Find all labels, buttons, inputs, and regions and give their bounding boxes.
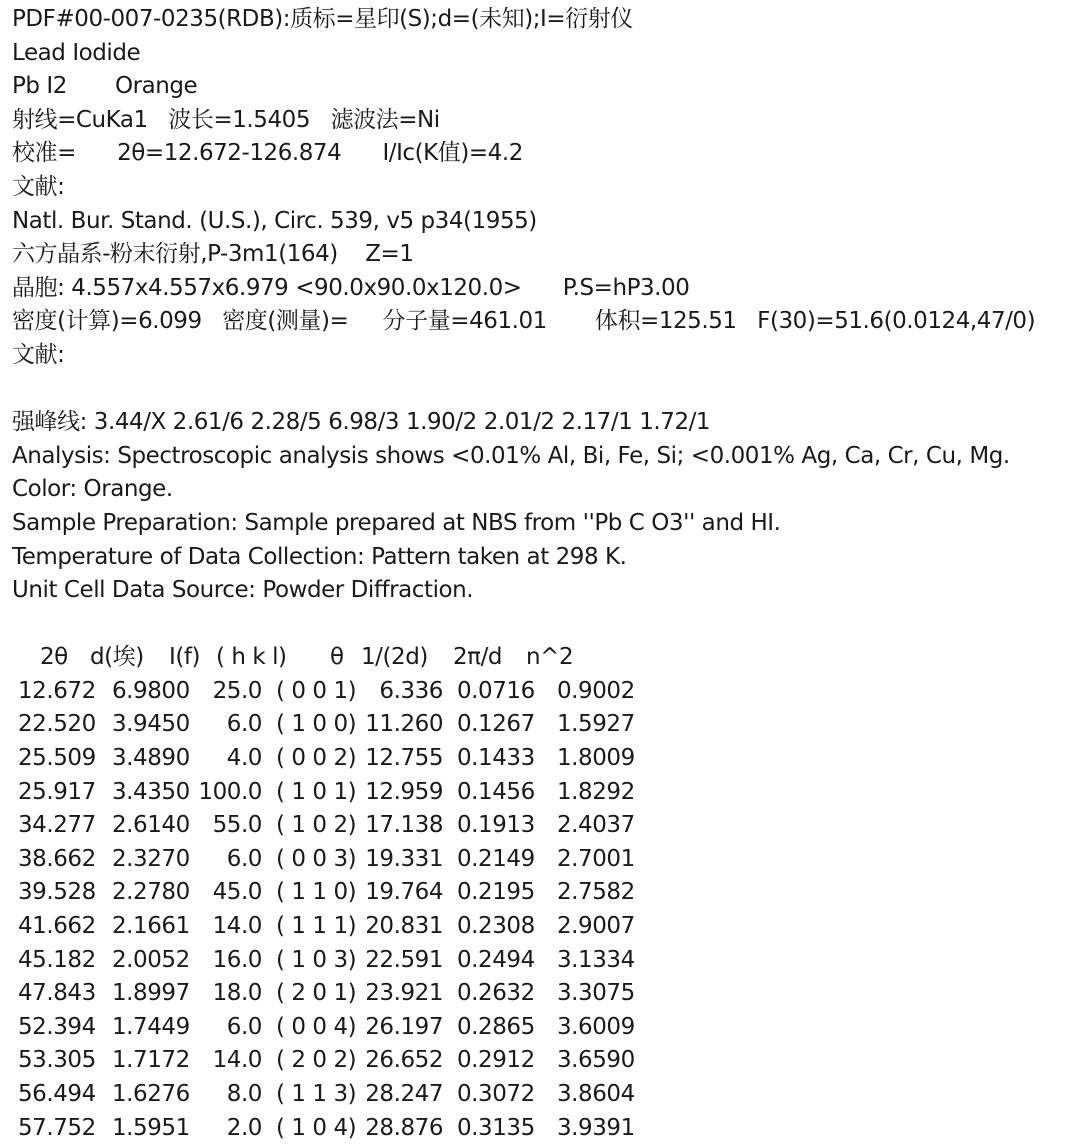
cell-2theta: 38.662 (18, 845, 96, 872)
table-row (12, 1011, 1080, 1045)
compound-name: Lead Iodide (12, 39, 141, 66)
cell-theta: 11.260 (365, 711, 443, 738)
cell-2theta: 45.182 (18, 946, 96, 973)
radiation-line: 射线=CuKa1 波长=1.5405 滤波法=Ni (12, 106, 440, 133)
col-header-2theta: 2θ (40, 644, 68, 671)
cell-2theta: 25.917 (18, 778, 96, 805)
cell-2pi-d: 3.1334 (557, 946, 635, 973)
table-row (12, 1044, 1080, 1078)
analysis-note: Analysis: Spectroscopic analysis shows <0.01% Al, Bi, Fe, Si; <0.001% Ag, Ca, Cr, Cu, Mg. (12, 442, 1010, 469)
col-header-intensity: I(f) (169, 644, 201, 671)
table-row (12, 944, 1080, 978)
cell-inv2d: 0.3072 (457, 1081, 535, 1107)
table-row (12, 809, 1080, 843)
cell-2pi-d: 1.8292 (557, 778, 635, 805)
calibration-line: 校准= 2θ=12.672-126.874 I/Ic(K值)=4.2 (12, 140, 523, 167)
cell-2theta: 41.662 (18, 913, 96, 940)
cell-2pi-d: 2.7001 (557, 845, 635, 872)
cell-theta: 28.247 (365, 1081, 443, 1107)
cell-d: 1.7449 (112, 1013, 190, 1040)
diffraction-peak-table (12, 641, 1080, 1145)
cell-d: 1.5951 (112, 1114, 190, 1141)
cell-intensity: 8.0 (226, 1081, 262, 1107)
cell-d: 2.1661 (112, 913, 190, 940)
cell-2pi-d: 3.9391 (557, 1114, 635, 1141)
col-header-n2: n^2 (526, 644, 574, 671)
cell-d: 2.2780 (112, 879, 190, 906)
cell-2theta: 52.394 (18, 1013, 96, 1040)
cell-d: 6.9800 (112, 677, 190, 704)
cell-intensity: 18.0 (212, 980, 262, 1007)
cell-d: 3.4890 (112, 745, 190, 772)
cell-inv2d: 0.2865 (457, 1013, 535, 1040)
cell-hkl: ( 1 0 0) (276, 711, 357, 738)
cell-hkl: ( 0 0 2) (276, 745, 357, 772)
cell-hkl: ( 0 0 1) (276, 677, 357, 704)
blank-line (12, 373, 1080, 407)
cell-2theta: 56.494 (18, 1081, 96, 1107)
table-row (12, 1078, 1080, 1112)
reference-label-2: 文献: (12, 341, 65, 368)
cell-inv2d: 0.2912 (457, 1047, 535, 1074)
cell-inv2d: 0.3135 (457, 1114, 535, 1141)
cell-2theta: 53.305 (18, 1047, 96, 1074)
cell-hkl: ( 0 0 3) (276, 845, 357, 872)
cell-intensity: 14.0 (212, 913, 262, 940)
cell-hkl: ( 1 1 1) (276, 913, 357, 940)
cell-theta: 22.591 (365, 946, 443, 973)
cell-theta: 17.138 (365, 812, 443, 839)
cell-hkl: ( 2 0 2) (276, 1047, 357, 1074)
cell-d: 1.6276 (112, 1081, 190, 1107)
cell-intensity: 6.0 (226, 711, 262, 738)
cell-d: 3.9450 (112, 711, 190, 738)
cell-inv2d: 0.1267 (457, 711, 535, 738)
cell-2theta: 47.843 (18, 980, 96, 1007)
cell-intensity: 6.0 (226, 845, 262, 872)
cell-intensity: 55.0 (212, 812, 262, 839)
cell-2pi-d: 3.8604 (557, 1081, 635, 1107)
table-header-row (12, 641, 1080, 675)
table-row (12, 675, 1080, 709)
cell-theta: 23.921 (365, 980, 443, 1007)
cell-2theta: 34.277 (18, 812, 96, 839)
cell-intensity: 14.0 (212, 1047, 262, 1074)
col-header-2pi-d: 2π/d (453, 644, 503, 671)
cell-2theta: 12.672 (18, 677, 96, 704)
cell-inv2d: 0.2632 (457, 980, 535, 1007)
density-line: 密度(计算)=6.099 密度(测量)= 分子量=461.01 体积=125.51 F(30)=51.6(0.0124,47/0) (12, 308, 1036, 335)
reference-label: 文献: (12, 173, 65, 200)
table-row (12, 742, 1080, 776)
blank-line (12, 608, 1080, 642)
table-row (12, 1112, 1080, 1145)
cell-intensity: 16.0 (212, 946, 262, 973)
cell-intensity: 25.0 (212, 677, 262, 704)
table-row (12, 708, 1080, 742)
cell-2theta: 57.752 (18, 1114, 96, 1141)
table-row (12, 776, 1080, 810)
cell-intensity: 100.0 (198, 778, 262, 805)
cell-theta: 26.652 (365, 1047, 443, 1074)
cell-hkl: ( 1 0 2) (276, 812, 357, 839)
unit-cell-line: 晶胞: 4.557x4.557x6.979 <90.0x90.0x120.0> P.S=hP3.00 (12, 274, 690, 301)
table-row (12, 910, 1080, 944)
cell-2pi-d: 2.9007 (557, 913, 635, 940)
col-header-theta: θ (330, 644, 344, 671)
cell-intensity: 4.0 (226, 745, 262, 772)
cell-d: 1.7172 (112, 1047, 190, 1074)
sample-prep-note: Sample Preparation: Sample prepared at NBS from ''Pb C O3'' and HI. (12, 509, 781, 536)
cell-theta: 6.336 (379, 677, 443, 704)
reference-citation: Natl. Bur. Stand. (U.S.), Circ. 539, v5 p34(1955) (12, 207, 537, 234)
cell-theta: 28.876 (365, 1114, 443, 1141)
card-id-line: PDF#00-007-0235(RDB):质标=星印(S);d=(未知);I=衍射仪 (12, 6, 633, 32)
cell-intensity: 6.0 (226, 1013, 262, 1040)
cell-hkl: ( 1 0 3) (276, 946, 357, 973)
cell-hkl: ( 2 0 1) (276, 980, 357, 1007)
cell-hkl: ( 1 1 3) (276, 1081, 357, 1107)
cell-inv2d: 0.2494 (457, 946, 535, 973)
pdf-card-document (12, 3, 1080, 1145)
cell-hkl: ( 1 1 0) (276, 879, 357, 906)
cell-2pi-d: 2.4037 (557, 812, 635, 839)
col-header-inv2d: 1/(2d) (361, 644, 428, 671)
cell-hkl: ( 1 0 1) (276, 778, 357, 805)
temperature-note: Temperature of Data Collection: Pattern taken at 298 K. (12, 543, 627, 570)
crystal-system-line: 六方晶系-粉末衍射,P-3m1(164) Z=1 (12, 241, 414, 268)
cell-2theta: 22.520 (18, 711, 96, 738)
cell-2pi-d: 0.9002 (557, 677, 635, 704)
cell-hkl: ( 1 0 4) (276, 1114, 357, 1141)
table-row (12, 876, 1080, 910)
cell-inv2d: 0.1913 (457, 812, 535, 839)
cell-theta: 12.959 (365, 778, 443, 805)
strong-lines: 强峰线: 3.44/X 2.61/6 2.28/5 6.98/3 1.90/2 2.01/2 2.17/1 1.72/1 (12, 409, 711, 436)
cell-2pi-d: 3.3075 (557, 980, 635, 1007)
cell-theta: 12.755 (365, 745, 443, 772)
cell-2pi-d: 3.6590 (557, 1047, 635, 1074)
cell-inv2d: 0.1433 (457, 745, 535, 772)
cell-2theta: 25.509 (18, 745, 96, 772)
unit-cell-source-note: Unit Cell Data Source: Powder Diffraction. (12, 577, 474, 604)
cell-d: 3.4350 (112, 778, 190, 805)
cell-2pi-d: 1.5927 (557, 711, 635, 738)
formula-color-line: Pb I2 Orange (12, 73, 198, 100)
cell-inv2d: 0.2195 (457, 879, 535, 906)
cell-inv2d: 0.0716 (457, 677, 535, 704)
cell-theta: 19.764 (365, 879, 443, 906)
cell-2theta: 39.528 (18, 879, 96, 906)
cell-inv2d: 0.2149 (457, 845, 535, 872)
cell-d: 2.0052 (112, 946, 190, 973)
col-header-hkl: ( h k l) (216, 644, 287, 671)
cell-d: 2.3270 (112, 845, 190, 872)
cell-2pi-d: 1.8009 (557, 745, 635, 772)
cell-hkl: ( 0 0 4) (276, 1013, 357, 1040)
color-note: Color: Orange. (12, 476, 173, 503)
cell-2pi-d: 3.6009 (557, 1013, 635, 1040)
cell-2pi-d: 2.7582 (557, 879, 635, 906)
cell-d: 1.8997 (112, 980, 190, 1007)
table-row (12, 977, 1080, 1011)
cell-d: 2.6140 (112, 812, 190, 839)
cell-inv2d: 0.1456 (457, 778, 535, 805)
cell-theta: 20.831 (365, 913, 443, 940)
table-row (12, 843, 1080, 877)
col-header-d: d(埃) (90, 644, 144, 671)
cell-theta: 19.331 (365, 845, 443, 872)
cell-intensity: 2.0 (226, 1114, 262, 1141)
cell-theta: 26.197 (365, 1013, 443, 1040)
cell-inv2d: 0.2308 (457, 913, 535, 940)
cell-intensity: 45.0 (212, 879, 262, 906)
